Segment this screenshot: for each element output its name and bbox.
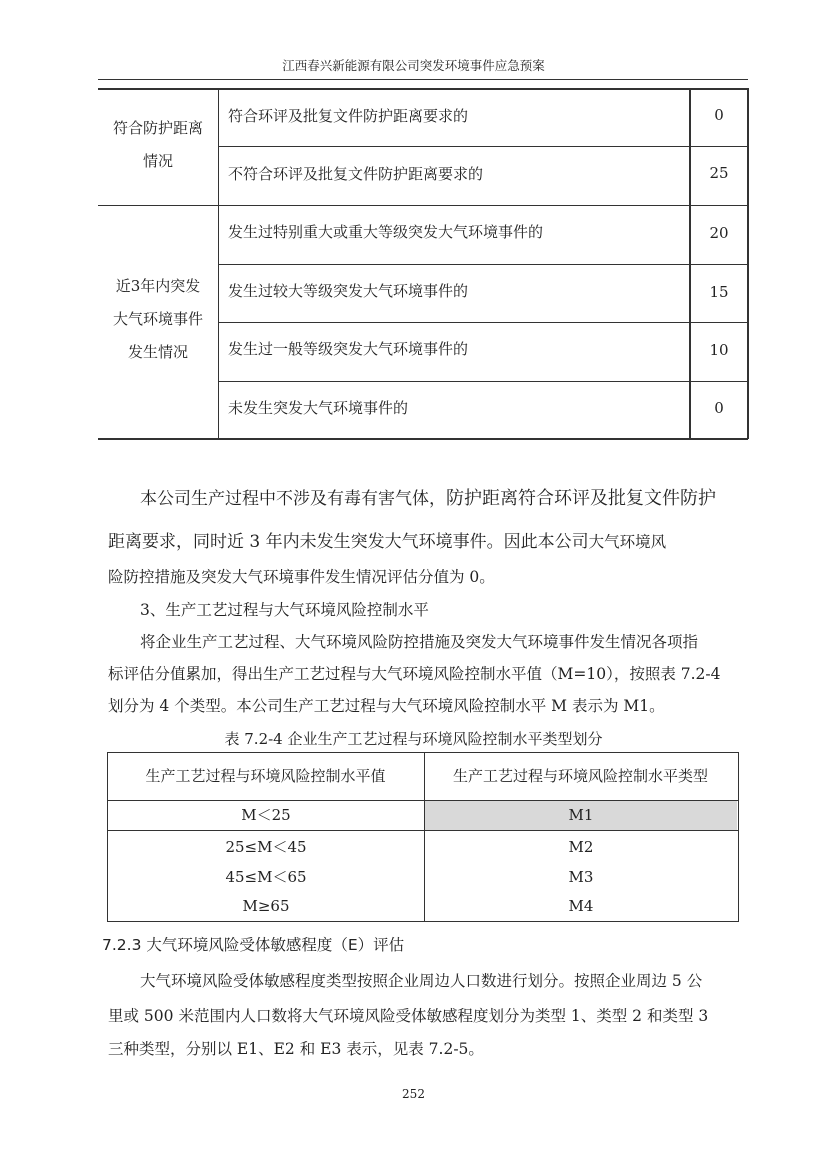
page-header: 江西春兴新能源有限公司突发环境事件应急预案	[282, 58, 545, 73]
body-paragraph-line: 划分为 4 个类型。本公司生产工艺过程与大气环境风险控制水平 M 表示为 M1。	[108, 697, 665, 715]
table-cell-type: M2	[568, 838, 594, 856]
score-value: 0	[714, 106, 724, 124]
category-label: 情况	[142, 152, 173, 170]
category-label: 符合防护距离	[112, 119, 203, 137]
body-paragraph-line: 标评估分值累加，得出生产工艺过程与大气环境风险控制水平值（M=10），按照表 7.2-4	[108, 665, 721, 683]
text-run: 防护距离符合环评及批复文件防护	[446, 488, 716, 509]
text-run: 距离要求，同时近 3 年内未发生突发大气环境事件。因此本公司	[108, 532, 589, 552]
table-row-divider	[218, 381, 748, 382]
score-value: 20	[709, 224, 729, 242]
header-rule	[98, 79, 748, 80]
column-header: 生产工艺过程与环境风险控制水平类型	[452, 767, 708, 785]
body-paragraph-line	[140, 484, 772, 510]
table-row-divider	[218, 264, 748, 265]
table-cell-value: M≥65	[242, 897, 290, 915]
table-caption: 表 7.2-4 企业生产工艺过程与环境风险控制水平类型划分	[224, 730, 603, 748]
body-paragraph-line: 里或 500 米范围内人口数将大气环境风险受体敏感程度划分为类型 1、类型 2 和类型 3	[108, 1007, 709, 1025]
score-value: 0	[714, 399, 724, 417]
subheading: 3、生产工艺过程与大气环境风险控制水平	[140, 601, 429, 619]
body-paragraph-line	[108, 527, 740, 552]
criterion-text: 发生过特别重大或重大等级突发大气环境事件的	[228, 223, 544, 241]
section-heading: 7.2.3 大气环境风险受体敏感程度（E）评估	[102, 936, 405, 954]
table-row-divider	[218, 322, 748, 323]
table-cell-value: 25≤M＜45	[225, 838, 307, 856]
row-rule	[108, 830, 738, 831]
criterion-text: 未发生突发大气环境事件的	[228, 399, 409, 417]
category-label: 大气环境事件	[112, 310, 203, 328]
table-row-divider	[218, 146, 748, 147]
criterion-text: 不符合环评及批复文件防护距离要求的	[228, 165, 484, 183]
score-value: 15	[709, 283, 729, 301]
criterion-text: 发生过一般等级突发大气环境事件的	[228, 340, 469, 358]
score-value: 10	[709, 341, 729, 359]
column-header: 生产工艺过程与环境风险控制水平值	[145, 767, 386, 785]
scoring-table	[98, 88, 748, 439]
criterion-text: 发生过较大等级突发大气环境事件的	[228, 282, 469, 300]
category-label: 近3年内突发	[115, 277, 201, 295]
table-border-top	[98, 88, 748, 90]
body-paragraph-line: 险防控措施及突发大气环境事件发生情况评估分值为 0。	[108, 568, 495, 586]
body-paragraph-line: 将企业生产工艺过程、大气环境风险防控措施及突发大气环境事件发生情况各项指	[140, 633, 699, 651]
table-border-bottom	[98, 438, 748, 440]
body-paragraph-line: 三种类型，分别以 E1、E2 和 E3 表示，见表 7.2-5。	[108, 1040, 484, 1058]
category-label: 发生情况	[127, 343, 188, 361]
table-cell-value: M＜25	[241, 806, 291, 824]
text-run: 大气环境风	[588, 533, 667, 551]
table-cell-type-highlighted: M1	[425, 801, 737, 830]
score-value: 25	[709, 164, 729, 182]
table-group-divider	[98, 205, 748, 206]
table-cell-value: 45≤M＜65	[225, 868, 307, 886]
page-number: 252	[402, 1087, 425, 1101]
body-paragraph-line: 大气环境风险受体敏感程度类型按照企业周边人口数进行划分。按照企业周边 5 公	[140, 972, 703, 990]
text-run: 本公司生产过程中不涉及有毒有害气体，	[140, 489, 446, 509]
table-cell-type: M3	[568, 868, 594, 886]
control-level-table	[107, 752, 739, 922]
criterion-text: 符合环评及批复文件防护距离要求的	[228, 107, 469, 125]
column-divider	[424, 753, 425, 921]
table-cell-type: M4	[568, 897, 594, 915]
